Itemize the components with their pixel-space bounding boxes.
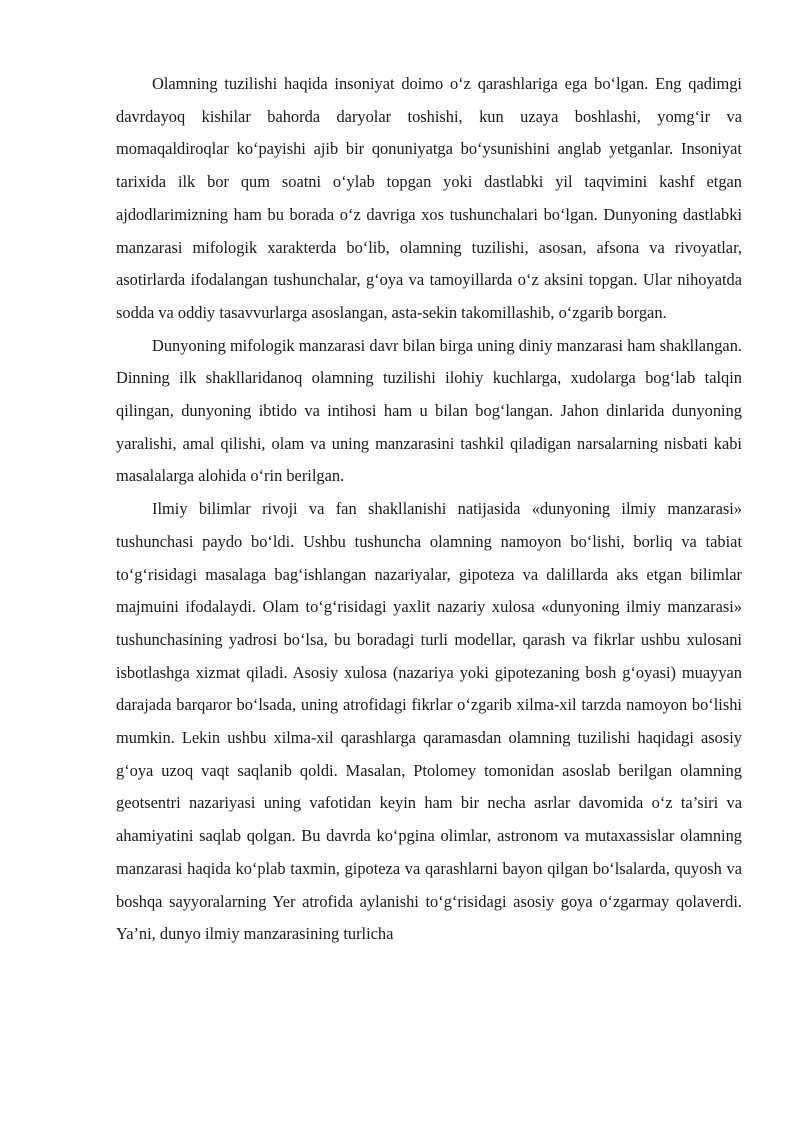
paragraph-scientific-worldview: Ilmiy bilimlar rivoji va fan shakllanishi natijasida «dunyoning ilmiy manzarasi» tushunchasi paydo bo‘ldi. Ushbu tushuncha olamning namoyon bo‘lishi, borliq va tabiat to‘g‘risidagi masalaga bag‘ishlangan nazariyalar, gipoteza va dalillarda aks etgan bilimlar majmuini ifodalaydi. Olam to‘g‘risidagi yaxlit nazariy xulosa «dunyoning ilmiy manzarasi» tushunchasining yadrosi bo‘lsa, bu boradagi turli modellar, qarash va fikrlar ushbu xulosani isbotlashga xizmat qiladi. Asosiy xulosa (nazariya yoki gipotezaning bosh g‘oyasi) muayyan darajada barqaror bo‘lsada, uning atrofidagi fikrlar o‘zgarib xilma-xil tarzda namoyon bo‘lishi mumkin. Lekin ushbu xilma-xil qarashlarga qaramasdan olamning tuzilishi haqidagi asosiy g‘oya uzoq vaqt saqlanib qoldi. Masalan, Ptolomey tomonidan asoslab berilgan olamning geotsentri nazariyasi uning vafotidan keyin ham bir necha asrlar davomida o‘z ta’siri va ahamiyatini saqlab qolgan. Bu davrda ko‘pgina olimlar, astronom va mutaxassislar olamning manzarasi haqida ko‘plab taxmin, gipoteza va qarashlarni bayon qilgan bo‘lsalarda, quyosh va boshqa sayyoralarning Yer atrofida aylanishi to‘g‘risidagi asosiy goya o‘zgarmay qolaverdi. Ya’ni, dunyo ilmiy manzarasining turlicha bbox=[116, 499, 742, 944]
document-page bbox=[116, 68, 742, 951]
paragraph-religious-worldview: Dunyoning mifologik manzarasi davr bilan birga uning diniy manzarasi ham shakllangan. Dinning ilk shakllaridanoq olamning tuzilishi ilohiy kuchlarga, xudolarga bog‘lab talqin qilingan, dunyoning ibtido va intihosi ham u bilan bog‘langan. Jahon dinlarida dunyoning yaralishi, amal qilishi, olam va uning manzarasini tashkil qiladigan narsalarning nisbati kabi masalalarga alohida o‘rin berilgan. bbox=[116, 335, 742, 486]
paragraph-myth-worldview: Olamning tuzilishi haqida insoniyat doimo o‘z qarashlariga ega bo‘lgan. Eng qadimgi davrdayoq kishilar bahorda daryolar toshishi, kun uzaya boshlashi, yomg‘ir va momaqaldiroqlar ko‘payishi ajib bir qonuniyatga bo‘ysunishini anglab yetganlar. Insoniyat tarixida ilk bor qum soatni o‘ylab topgan yoki dastlabki yil taqvimini kashf etgan ajdodlarimizning ham bu borada o‘z davriga xos tushunchalari bo‘lgan. Dunyoning dastlabki manzarasi mifologik xarakterda bo‘lib, olamning tuzilishi, asosan, afsona va rivoyatlar, asotirlarda ifodalangan tushunchalar, g‘oya va tamoyillarda o‘z aksini topgan. Ular nihoyatda sodda va oddiy tasavvurlarga asoslangan, asta-sekin takomillashib, o‘zgarib borgan. bbox=[116, 74, 742, 322]
